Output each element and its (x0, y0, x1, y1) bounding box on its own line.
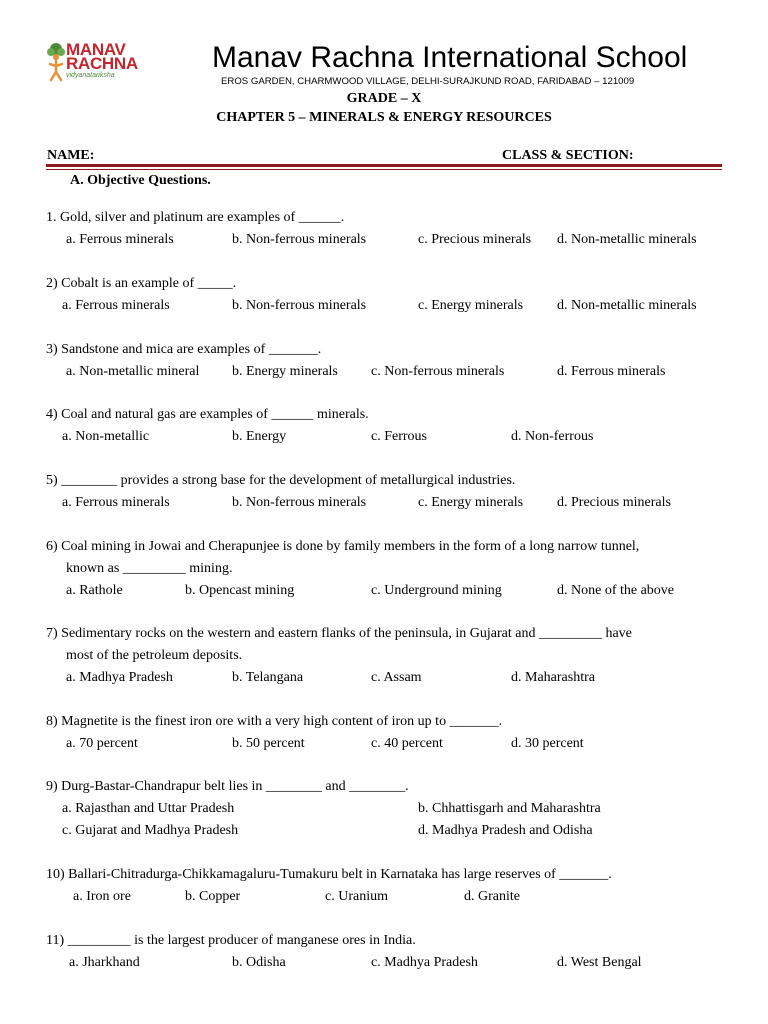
section-title: A. Objective Questions. (70, 173, 211, 188)
question-5-option-a: a. Ferrous minerals (62, 495, 170, 510)
question-10-option-a: a. Iron ore (73, 889, 131, 904)
chapter-heading: CHAPTER 5 – MINERALS & ENERGY RESOURCES (216, 110, 552, 125)
question-8-option-b: b. 50 percent (232, 736, 305, 751)
question-5-option-d: d. Precious minerals (557, 495, 671, 510)
question-text-6: 6) Coal mining in Jowai and Cherapunjee is done by family members in the form of a long narrow tunnel, (46, 539, 640, 554)
question-6-option-b: b. Opencast mining (185, 583, 295, 598)
question-text-8: 8) Magnetite is the finest iron ore with a very high content of iron up to _______. (46, 714, 503, 729)
school-logo (46, 42, 154, 84)
question-5-option-b: b. Non-ferrous minerals (232, 495, 367, 510)
question-4-option-a: a. Non-metallic (62, 429, 150, 444)
logo-tagline: vidyanatariksha (66, 72, 115, 79)
question-2-option-b: b. Non-ferrous minerals (232, 298, 367, 313)
question-3-option-c: c. Non-ferrous minerals (371, 364, 505, 379)
question-8-option-d: d. 30 percent (511, 736, 584, 751)
question-text-3: 3) Sandstone and mica are examples of _______. (46, 342, 322, 357)
logo-wordmark: MANAV RACHNA (66, 40, 138, 73)
question-10-option-b: b. Copper (185, 889, 241, 904)
tree-figure-icon (46, 42, 66, 82)
question-7-option-a: a. Madhya Pradesh (66, 670, 173, 685)
question-11-option-c: c. Madhya Pradesh (371, 955, 478, 970)
question-text-2: 2) Cobalt is an example of _____. (46, 276, 237, 291)
class-section-label: CLASS & SECTION: (502, 148, 634, 163)
question-4-option-d: d. Non-ferrous (511, 429, 594, 444)
header-divider-thick (46, 164, 722, 167)
question-text-continued-6: known as _________ mining. (66, 561, 233, 576)
name-label: NAME: (47, 148, 95, 163)
question-11-option-d: d. West Bengal (557, 955, 642, 970)
question-10-option-d: d. Granite (464, 889, 520, 904)
question-4-option-c: c. Ferrous (371, 429, 427, 444)
question-6-option-a: a. Rathole (66, 583, 123, 598)
question-9-option-d: d. Madhya Pradesh and Odisha (418, 823, 593, 838)
question-11-option-a: a. Jharkhand (69, 955, 140, 970)
header-divider-thin (46, 169, 722, 170)
school-name: Manav Rachna International School (212, 41, 688, 74)
question-6-option-d: d. None of the above (557, 583, 675, 598)
question-4-option-b: b. Energy (232, 429, 287, 444)
question-text-4: 4) Coal and natural gas are examples of ______ minerals. (46, 407, 369, 422)
school-address: EROS GARDEN, CHARMWOOD VILLAGE, DELHI-SURAJKUND ROAD, FARIDABAD – 121009 (221, 76, 635, 87)
question-7-option-c: c. Assam (371, 670, 422, 685)
question-text-11: 11) _________ is the largest producer of manganese ores in India. (46, 933, 416, 948)
question-2-option-c: c. Energy minerals (418, 298, 524, 313)
question-7-option-d: d. Maharashtra (511, 670, 595, 685)
grade-heading: GRADE – X (346, 91, 422, 106)
question-8-option-c: c. 40 percent (371, 736, 443, 751)
question-2-option-a: a. Ferrous minerals (62, 298, 170, 313)
question-9-option-c: c. Gujarat and Madhya Pradesh (62, 823, 239, 838)
question-text-1: 1. Gold, silver and platinum are examples of ______. (46, 210, 345, 225)
question-text-continued-7: most of the petroleum deposits. (66, 648, 243, 663)
question-5-option-c: c. Energy minerals (418, 495, 524, 510)
question-1-option-a: a. Ferrous minerals (66, 232, 174, 247)
question-11-option-b: b. Odisha (232, 955, 286, 970)
question-text-9: 9) Durg-Bastar-Chandrapur belt lies in ________ and ________. (46, 779, 409, 794)
question-6-option-c: c. Underground mining (371, 583, 502, 598)
question-9-option-b: b. Chhattisgarh and Maharashtra (418, 801, 601, 816)
question-7-option-b: b. Telangana (232, 670, 304, 685)
question-10-option-c: c. Uranium (325, 889, 388, 904)
question-text-7: 7) Sedimentary rocks on the western and eastern flanks of the peninsula, in Gujarat and _________ have (46, 626, 632, 641)
question-3-option-a: a. Non-metallic mineral (66, 364, 200, 379)
question-8-option-a: a. 70 percent (66, 736, 138, 751)
question-2-option-d: d. Non-metallic minerals (557, 298, 697, 313)
question-1-option-b: b. Non-ferrous minerals (232, 232, 367, 247)
question-3-option-d: d. Ferrous minerals (557, 364, 666, 379)
question-text-10: 10) Ballari-Chitradurga-Chikkamagaluru-Tumakuru belt in Karnataka has large reserves of _______. (46, 867, 612, 882)
question-text-5: 5) ________ provides a strong base for the development of metallurgical industries. (46, 473, 516, 488)
question-1-option-d: d. Non-metallic minerals (557, 232, 697, 247)
question-9-option-a: a. Rajasthan and Uttar Pradesh (62, 801, 235, 816)
question-1-option-c: c. Precious minerals (418, 232, 532, 247)
question-3-option-b: b. Energy minerals (232, 364, 338, 379)
